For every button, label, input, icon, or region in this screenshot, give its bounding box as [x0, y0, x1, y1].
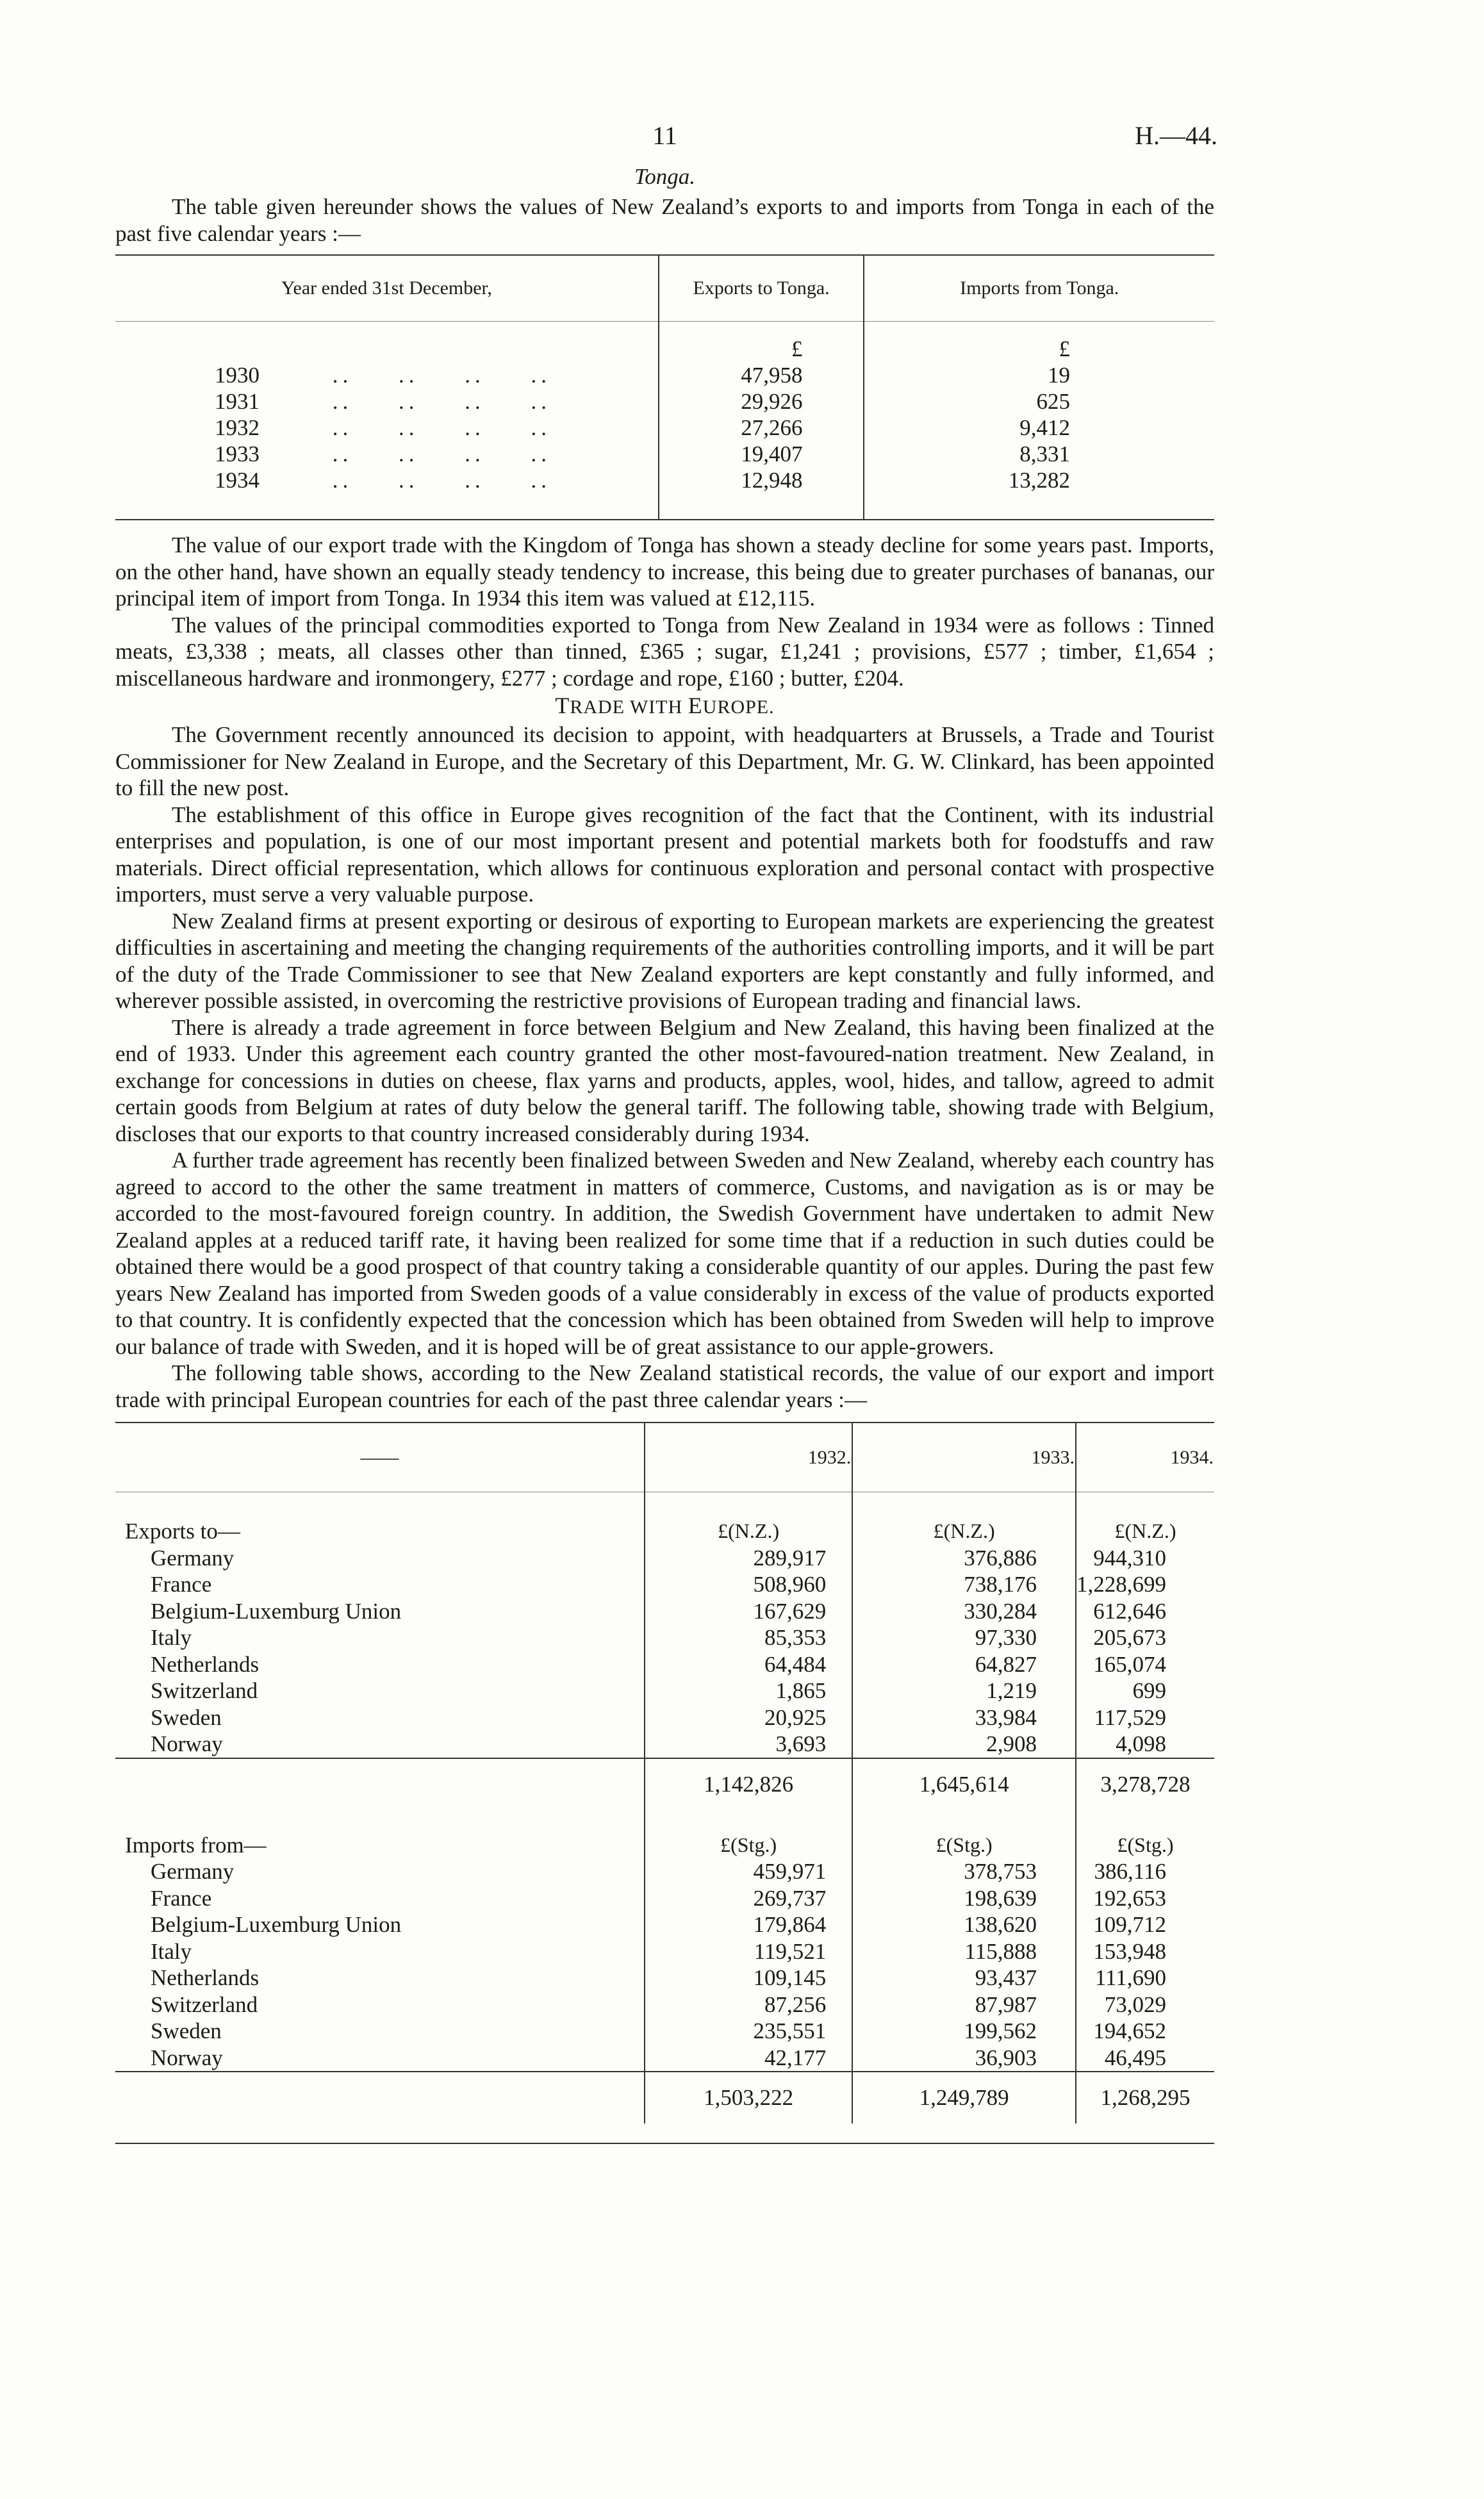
exports-value: 27,266	[659, 415, 864, 441]
value-1933: 36,903	[852, 2045, 1076, 2072]
value-1932: 269,737	[645, 1885, 852, 1912]
exports-value: 12,948	[659, 467, 864, 520]
table-row	[115, 1938, 1214, 1965]
exports-total-row	[115, 1758, 1214, 1810]
exports-value: 29,926	[659, 388, 864, 415]
country-label: Italy	[151, 1938, 192, 1964]
tonga-intro-paragraph: The table given hereunder shows the values of New Zealand’s exports to and imports from Tonga in each of the past five calendar years :—	[115, 194, 1214, 246]
value-1932: 85,353	[645, 1624, 852, 1651]
year-label: 1933	[215, 441, 260, 466]
exports-group-title: Exports to—	[125, 1519, 240, 1544]
value-1934: 386,116	[1076, 1858, 1214, 1885]
country-label: Norway	[151, 2045, 223, 2070]
country-label: Germany	[151, 1545, 235, 1571]
unit-label-imports: £	[864, 322, 1214, 363]
value-1932: 459,971	[645, 1858, 852, 1885]
value-1932: 289,917	[645, 1545, 852, 1572]
value-1934: 699	[1076, 1678, 1214, 1704]
column-header-imports: Imports from Tonga.	[864, 255, 1214, 322]
leader-dots: . . . . . . . .	[260, 468, 547, 493]
europe-paragraph-2: The establishment of this office in Europe gives recognition of the fact that the Continent, with its industrial enterprises and population, is one of our most important present and potential markets both for foodstuffs and raw materials. Direct official representation, which allows for continuous exploration and personal contact with prospective importers, must serve a very valuable purpose.	[115, 802, 1214, 907]
country-label: France	[151, 1885, 212, 1911]
imports-unit-row	[115, 1832, 1214, 1859]
column-header-label: ——	[115, 1423, 645, 1492]
year-label: 1931	[215, 389, 260, 414]
country-label: Germany	[151, 1859, 235, 1884]
unit-row	[115, 322, 1214, 363]
value-1932: 167,629	[645, 1598, 852, 1625]
table-bottom-rule	[115, 2124, 1214, 2143]
unit-label: £(N.Z.)	[852, 1518, 1076, 1545]
value-1933: 2,908	[852, 1731, 1076, 1758]
country-label: Switzerland	[151, 1992, 258, 2017]
value-1932: 508,960	[645, 1571, 852, 1598]
total-1934: 3,278,728	[1076, 1758, 1214, 1810]
value-1934: 944,310	[1076, 1545, 1214, 1572]
value-1934: 109,712	[1076, 1911, 1214, 1938]
country-label: Belgium-Luxemburg Union	[151, 1912, 402, 1937]
column-header-1932: 1932.	[645, 1423, 852, 1492]
table-row	[115, 441, 1214, 467]
total-1932: 1,142,826	[645, 1758, 852, 1810]
table-row	[115, 1704, 1214, 1731]
country-label: Switzerland	[151, 1678, 258, 1703]
column-header-exports: Exports to Tonga.	[659, 255, 864, 322]
table-row	[115, 415, 1214, 441]
leader-dots: . . . . . . . .	[260, 415, 547, 440]
unit-label: £(Stg.)	[1076, 1832, 1214, 1859]
value-1933: 330,284	[852, 1598, 1076, 1625]
value-1933: 199,562	[852, 2018, 1076, 2045]
total-1933: 1,249,789	[852, 2072, 1076, 2124]
value-1933: 115,888	[852, 1938, 1076, 1965]
leader-dots: . . . . . . . .	[260, 441, 547, 466]
value-1932: 119,521	[645, 1938, 852, 1965]
imports-value: 19	[864, 362, 1214, 388]
value-1933: 87,987	[852, 1992, 1076, 2018]
table-row	[115, 362, 1214, 388]
europe-paragraph-5: A further trade agreement has recently been finalized between Sweden and New Zealand, whereby each country has agreed to accord to the other the same treatment in matters of commerce, Customs, and navigation as is or may be accorded to the most-favoured foreign country. In addition, the Swedish Government have undertaken to admit New Zealand apples at a reduced tariff rate, it having been realized for some time that if a reduction in such duties could be obtained there would be a good prospect of that country taking a considerable quantity of our apples. During the past few years New Zealand has imported from Sweden goods of a value considerably in excess of the value of products exported to that country. It is confidently expected that the concession which has been obtained from Sweden will help to improve our balance of trade with Sweden, and it is hoped will be of great assistance to our apple-growers.	[115, 1148, 1214, 1359]
unit-label: £(N.Z.)	[1076, 1518, 1214, 1545]
document-reference: H.—44.	[1135, 121, 1217, 150]
unit-label: £(N.Z.)	[645, 1518, 852, 1545]
value-1933: 97,330	[852, 1624, 1076, 1651]
table-row	[115, 1911, 1214, 1938]
country-label: Netherlands	[151, 1651, 260, 1677]
table-header-row	[115, 1423, 1214, 1492]
value-1932: 179,864	[645, 1911, 852, 1938]
table-row	[115, 1624, 1214, 1651]
europe-paragraph-3: New Zealand firms at present exporting or desirous of exporting to European markets are experiencing the greatest difficulties in ascertaining and meeting the changing requirements of the authorities controlling imports, and it will be part of the duty of the Trade Commissioner to see that New Zealand exporters are kept constantly and fully informed, and wherever possible assisted, in overcoming the restrictive provisions of European trading and financial laws.	[115, 908, 1214, 1013]
value-1933: 1,219	[852, 1678, 1076, 1704]
tonga-paragraph-1: The value of our export trade with the Kingdom of Tonga has shown a steady decline for some years past. Imports, on the other hand, have shown an equally steady tendency to increase, this being due to greater purchases of bananas, our principal item of import from Tonga. In 1934 this item was valued at £12,115.	[115, 532, 1214, 611]
country-label: Netherlands	[151, 1965, 260, 1990]
table-row	[115, 2045, 1214, 2072]
document-page	[115, 115, 1217, 2144]
leader-dots: . . . . . . . .	[260, 389, 547, 414]
unit-label: £(Stg.)	[645, 1832, 852, 1859]
imports-value: 8,331	[864, 441, 1214, 467]
value-1933: 738,176	[852, 1571, 1076, 1598]
table-row	[115, 1965, 1214, 1992]
table-row	[115, 2018, 1214, 2045]
leader-dots: . . . . . . . .	[260, 363, 547, 388]
value-1934: 73,029	[1076, 1992, 1214, 2018]
exports-unit-row	[115, 1518, 1214, 1545]
value-1932: 64,484	[645, 1651, 852, 1678]
unit-label-exports: £	[659, 322, 864, 363]
value-1934: 153,948	[1076, 1938, 1214, 1965]
table-row	[115, 1885, 1214, 1912]
column-header-1934: 1934.	[1076, 1423, 1214, 1492]
total-1932: 1,503,222	[645, 2072, 852, 2124]
value-1934: 46,495	[1076, 2045, 1214, 2072]
country-label: Belgium-Luxemburg Union	[151, 1598, 402, 1624]
table-row	[115, 1571, 1214, 1598]
section-heading-europe: TRADE WITH EUROPE.	[555, 693, 775, 718]
value-1934: 4,098	[1076, 1731, 1214, 1758]
value-1932: 20,925	[645, 1704, 852, 1731]
year-label: 1932	[215, 415, 260, 440]
europe-paragraph-6: The following table shows, according to the New Zealand statistical records, the value of our export and import trade with principal European countries for each of the past three calendar years :—	[115, 1360, 1214, 1412]
value-1933: 33,984	[852, 1704, 1076, 1731]
value-1934: 205,673	[1076, 1624, 1214, 1651]
table-row	[115, 467, 1214, 520]
value-1934: 165,074	[1076, 1651, 1214, 1678]
table-row	[115, 1678, 1214, 1704]
page-number: 11	[652, 121, 677, 150]
table-row	[115, 1858, 1214, 1885]
value-1934: 117,529	[1076, 1704, 1214, 1731]
country-label: Norway	[151, 1731, 223, 1756]
europe-paragraph-1: The Government recently announced its decision to appoint, with headquarters at Brussels, a Trade and Tourist Commissioner for New Zealand in Europe, and the Secretary of this Department, Mr. G. W. Clinkard, has been appointed to fill the new post.	[115, 722, 1214, 800]
exports-value: 19,407	[659, 441, 864, 467]
value-1933: 138,620	[852, 1911, 1076, 1938]
value-1933: 376,886	[852, 1545, 1076, 1572]
imports-total-row	[115, 2072, 1214, 2124]
tonga-trade-table	[115, 254, 1214, 520]
total-1933: 1,645,614	[852, 1758, 1076, 1810]
table-row	[115, 1992, 1214, 2018]
value-1932: 1,865	[645, 1678, 852, 1704]
table-row	[115, 1651, 1214, 1678]
table-header-row	[115, 255, 1214, 322]
country-label: Sweden	[151, 2018, 222, 2043]
value-1933: 93,437	[852, 1965, 1076, 1992]
country-label: Italy	[151, 1625, 192, 1650]
imports-value: 625	[864, 388, 1214, 415]
value-1932: 235,551	[645, 2018, 852, 2045]
value-1934: 192,653	[1076, 1885, 1214, 1912]
imports-value: 13,282	[864, 467, 1214, 520]
year-label: 1934	[215, 468, 260, 493]
tonga-paragraph-2: The values of the principal commodities exported to Tonga from New Zealand in 1934 were as follows : Tinned meats, £3,338 ; meats, all classes other than tinned, £365 ; sugar, £1,241 ; provisions, £577 ; timber, £1,654 ; miscellaneous hardware and ironmongery, £277 ; cordage and rope, £160 ; butter, £204.	[115, 612, 1214, 691]
value-1933: 64,827	[852, 1651, 1076, 1678]
total-1934: 1,268,295	[1076, 2072, 1214, 2124]
value-1934: 612,646	[1076, 1598, 1214, 1625]
value-1932: 109,145	[645, 1965, 852, 1992]
value-1932: 42,177	[645, 2045, 852, 2072]
value-1934: 111,690	[1076, 1965, 1214, 1992]
europe-trade-table	[115, 1422, 1214, 2144]
country-label: Sweden	[151, 1704, 222, 1730]
table-row	[115, 1545, 1214, 1572]
value-1934: 1,228,699	[1076, 1571, 1214, 1598]
country-label: France	[151, 1572, 212, 1597]
value-1933: 378,753	[852, 1858, 1076, 1885]
imports-group-title: Imports from—	[125, 1832, 267, 1858]
column-header-year: Year ended 31st December,	[115, 255, 659, 322]
section-heading-tonga: Tonga.	[634, 164, 695, 189]
year-label: 1930	[215, 363, 260, 388]
europe-paragraph-4: There is already a trade agreement in force between Belgium and New Zealand, this having been finalized at the end of 1933. Under this agreement each country granted the other most-favoured-nation treatment. New Zealand, in exchange for concessions in duties on cheese, flax yarns and products, apples, wool, hides, and tallow, agreed to admit certain goods from Belgium at rates of duty below the general tariff. The following table, showing trade with Belgium, discloses that our exports to that country increased considerably during 1934.	[115, 1014, 1214, 1146]
value-1934: 194,652	[1076, 2018, 1214, 2045]
value-1933: 198,639	[852, 1885, 1076, 1912]
page-header	[115, 115, 1217, 160]
value-1932: 3,693	[645, 1731, 852, 1758]
value-1932: 87,256	[645, 1992, 852, 2018]
column-header-1933: 1933.	[852, 1423, 1076, 1492]
table-row	[115, 1731, 1214, 1758]
table-row	[115, 388, 1214, 415]
imports-value: 9,412	[864, 415, 1214, 441]
exports-value: 47,958	[659, 362, 864, 388]
table-row	[115, 1598, 1214, 1625]
unit-label: £(Stg.)	[852, 1832, 1076, 1859]
